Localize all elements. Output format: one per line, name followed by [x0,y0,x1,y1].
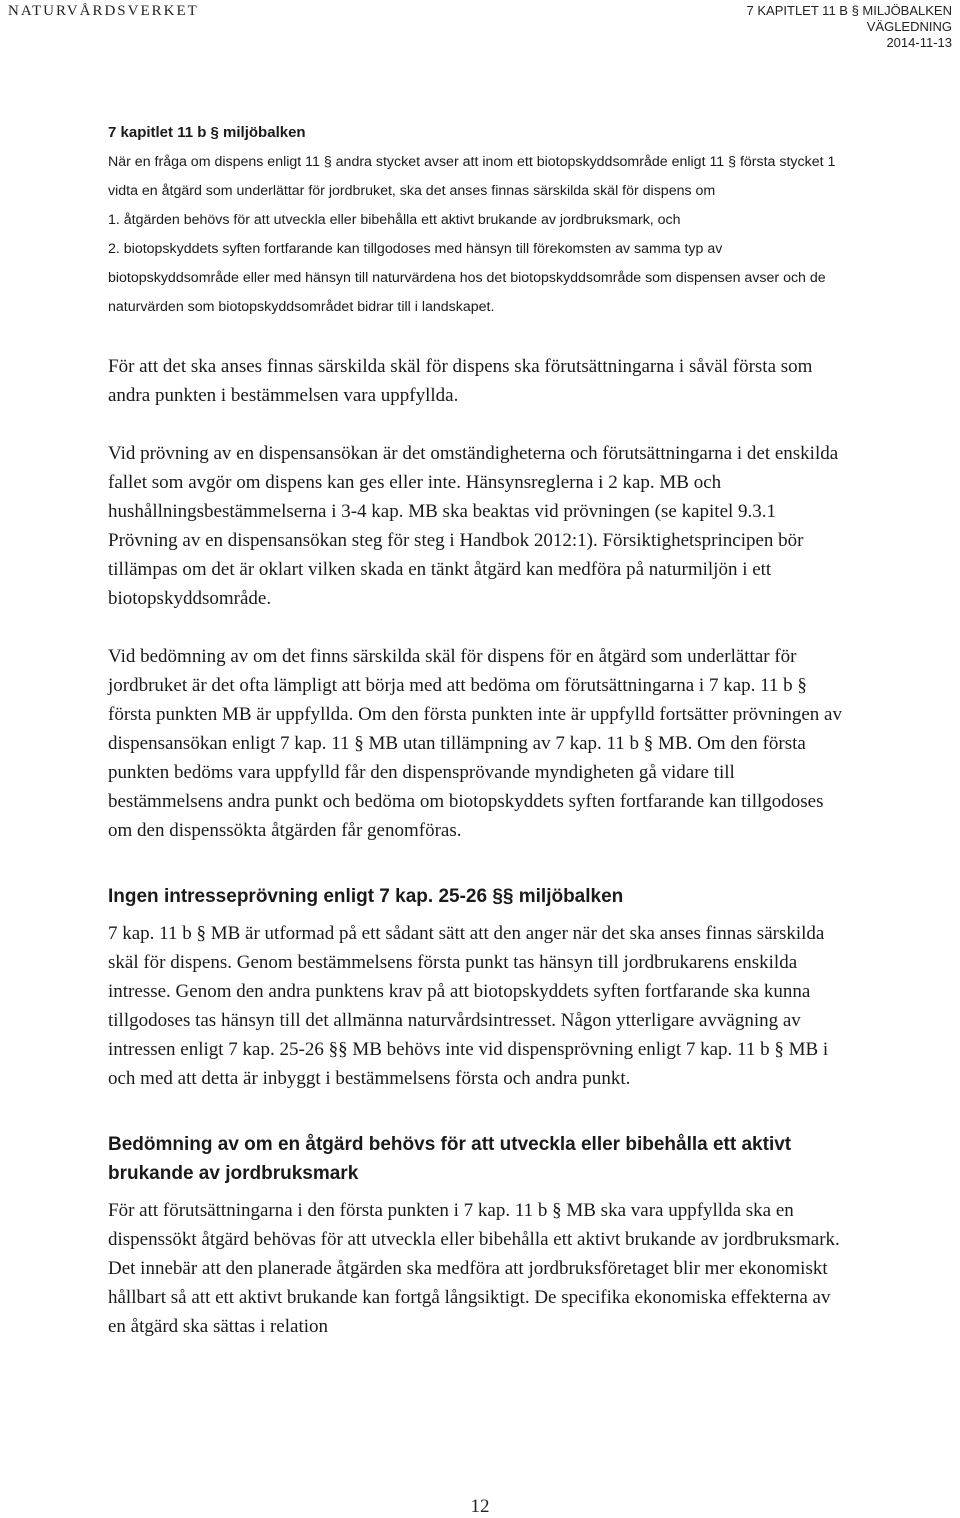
body-paragraph: 7 kap. 11 b § MB är utformad på ett sådant sätt att den anger när det ska anses finnas särskilda skäl för dispens. Genom bestämmelsens första punkt tas hänsyn till jordbrukarens enskilda intresse. Genom den andra punktens krav på att biotopskyddets syften fortfarande ska kunna tillgodoses tas hänsyn till det allmänna naturvårdsintresset. Någon ytterligare avvägning av intressen enligt 7 kap. 25-26 §§ MB behövs inte vid dispensprövning enligt 7 kap. 11 b § MB i och med att detta är inbyggt i bestämmelsens första och andra punkt. [108,923,829,1089]
law-quote-item-2: 2. biotopskyddets syften fortfarande kan tillgodoses med hänsyn till förekomsten av samma typ av biotopskyddsområde eller med hänsyn till naturvärdena hos det biotopskyddsområde som dispensen avser och de naturvärden som biotopskyddsområdet bidrar till i landskapet. [108,241,826,315]
document-date: 2014-11-13 [886,35,952,50]
body-paragraph: Vid prövning av en dispensansökan är det omständigheterna och förutsättningarna i det enskilda fallet som avgör om dispens kan ges eller inte. Hänsynsreglerna i 2 kap. MB och hushållningsbestämmelserna i 3-4 kap. MB ska beaktas vid prövningen (se kapitel 9.3.1 Prövning av en dispensansökan steg för steg i Handbok 2012:1). Försiktighetsprincipen bör tillämpas om det är oklart vilken skada en tänkt åtgärd kan medföra på naturmiljön i ett biotopskyddsområde. [108,443,839,609]
chapter-reference: 7 KAPITLET 11 B § MILJÖBALKEN [746,3,952,18]
section-heading: Bedömning av om en åtgärd behövs för att utveckla eller bibehålla ett aktivt brukande av jordbruksmark [108,1134,792,1184]
law-quote-title: 7 kapitlet 11 b § miljöbalken [108,124,306,141]
page-content [108,121,848,1341]
law-quote-intro: När en fråga om dispens enligt 11 § andra stycket avser att inom ett biotopskyddsområde enligt 11 § första stycket 1 vidta en åtgärd som underlättar för jordbruket, ska det anses finnas särskilda skäl för dispens om [108,154,836,199]
body-paragraph: För att förutsättningarna i den första punkten i 7 kap. 11 b § MB ska vara uppfyllda ska en dispenssökt åtgärd behövas för att utveckla eller bibehålla ett aktivt brukande av jordbruksmark. Det innebär att den planerade åtgärden ska medföra att jordbruksföretaget blir mer ekonomiskt hållbart så att ett aktivt brukande kan fortgå långsiktigt. De specifika ekonomiska effekterna av en åtgärd ska sättas i relation [108,1200,840,1337]
page-number: 12 [470,1496,490,1517]
body-paragraph: För att det ska anses finnas särskilda skäl för dispens ska förutsättningarna i såväl första som andra punkten i bestämmelsen vara uppfyllda. [108,356,813,406]
running-header [747,3,952,51]
section-heading: Ingen intresseprövning enligt 7 kap. 25-26 §§ miljöbalken [108,886,624,907]
law-quote-item-1: 1. åtgärden behövs för att utveckla eller bibehålla ett aktivt brukande av jordbruksmark, och [108,212,681,228]
body-paragraph: Vid bedömning av om det finns särskilda skäl för dispens för en åtgärd som underlättar för jordbruket är det ofta lämpligt att börja med att bedöma om förutsättningarna i 7 kap. 11 b § första punkten MB är uppfyllda. Om den första punkten inte är uppfylld fortsätter prövningen av dispensansökan enligt 7 kap. 11 § MB utan tillämpning av 7 kap. 11 b § MB. Om den första punkten bedöms vara uppfylld får den dispensprövande myndigheten gå vidare till bestämmelsens andra punkt och bedöma om biotopskyddets syften fortfarande kan tillgodoses om den dispenssökta åtgärden får genomföras. [108,646,842,841]
law-quote [108,121,848,322]
organization-name: NATURVÅRDSVERKET [8,3,199,19]
document-type: VÄGLEDNING [866,19,952,34]
